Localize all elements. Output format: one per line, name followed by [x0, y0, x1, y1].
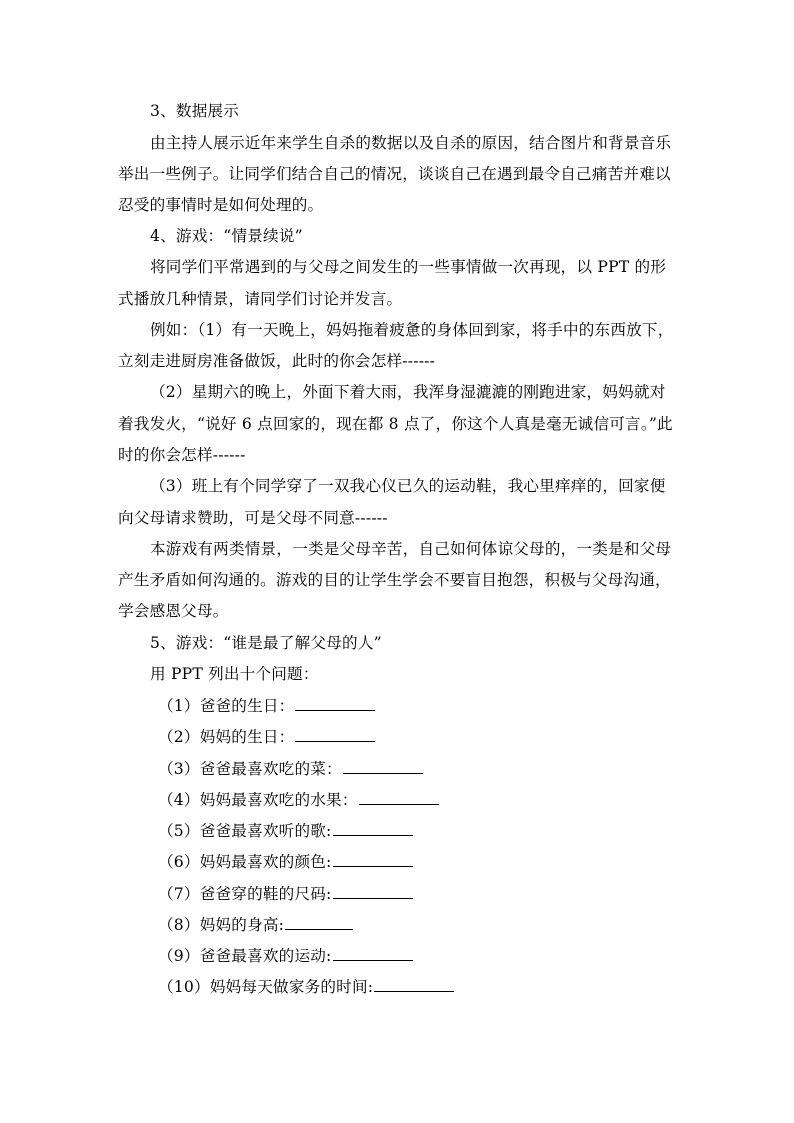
section-5-intro: 用 PPT 列出十个问题：: [150, 665, 319, 683]
question-label: （4）妈妈最喜欢吃的水果：: [158, 791, 358, 809]
section-3-heading: 3、数据展示: [150, 102, 240, 120]
question-8: [158, 914, 353, 935]
example-2-line-2: 着我发火，“说好 6 点回家的，现在都 8 点了，你这个人真是毫无诚信可言。”此: [118, 415, 673, 433]
question-label: （1）爸爸的生日：: [158, 697, 295, 715]
question-label: （10）妈妈每天做家务的时间:: [158, 978, 374, 996]
summary-line-2: 产生矛盾如何沟通的。游戏的目的让学生学会不要盲目抱怨，积极与父母沟通，: [118, 571, 671, 589]
example-2-line-3: 时的你会怎样------: [118, 446, 246, 464]
answer-blank: [333, 883, 413, 899]
question-5: [158, 820, 413, 841]
question-label: （6）妈妈最喜欢的颜色:: [158, 853, 332, 871]
question-3: [158, 758, 423, 779]
answer-blank: [295, 726, 375, 742]
section-4-heading: 4、游戏：“情景续说”: [150, 227, 303, 245]
question-9: [158, 945, 413, 966]
section-3-line-2: 举出一些例子。让同学们结合自己的情况，谈谈自己在遇到最令自己痛苦并难以: [118, 165, 671, 183]
question-label: （5）爸爸最喜欢听的歌:: [158, 822, 332, 840]
question-label: （8）妈妈的身高:: [158, 916, 285, 934]
summary-line-3: 学会感恩父母。: [118, 602, 229, 620]
example-3-line-1: （3）班上有个同学穿了一双我心仪已久的运动鞋，我心里痒痒的，回家便: [150, 477, 666, 495]
question-6: [158, 851, 413, 872]
question-label: （2）妈妈的生日：: [158, 728, 295, 746]
question-label: （7）爸爸穿的鞋的尺码:: [158, 885, 332, 903]
question-10: [158, 976, 454, 997]
summary-line-1: 本游戏有两类情景，一类是父母辛苦，自己如何体谅父母的，一类是和父母: [150, 540, 672, 558]
question-1: [158, 695, 375, 716]
section-5-heading: 5、游戏：“谁是最了解父母的人”: [150, 634, 382, 652]
example-1-line-1: 例如：（1）有一天晚上，妈妈拖着疲惫的身体回到家，将手中的东西放下，: [150, 321, 674, 339]
answer-blank: [333, 851, 413, 867]
answer-blank: [343, 758, 423, 774]
example-2-line-1: （2）星期六的晚上，外面下着大雨，我浑身湿漉漉的刚跑进家，妈妈就对: [150, 383, 666, 401]
example-1-line-2: 立刻走进厨房准备做饭，此时的你会怎样------: [118, 352, 436, 370]
section-3-line-1: 由主持人展示近年来学生自杀的数据以及自杀的原因，结合图片和背景音乐: [150, 134, 672, 152]
question-label: （9）爸爸最喜欢的运动:: [158, 947, 332, 965]
question-7: [158, 883, 413, 904]
section-3-line-3: 忍受的事情时是如何处理的。: [118, 196, 324, 214]
answer-blank: [333, 820, 413, 836]
question-2: [158, 726, 375, 747]
example-3-line-2: 向父母请求赞助，可是父母不同意------: [118, 509, 388, 527]
question-4: [158, 789, 439, 810]
answer-blank: [374, 976, 454, 992]
section-4-intro-1: 将同学们平常遇到的与父母之间发生的一些事情做一次再现，以 PPT 的形: [150, 258, 667, 276]
answer-blank: [295, 695, 375, 711]
answer-blank: [359, 789, 439, 805]
section-4-intro-2: 式播放几种情景，请同学们讨论并发言。: [118, 290, 403, 308]
answer-blank: [333, 945, 413, 961]
answer-blank: [285, 914, 353, 930]
question-label: （3）爸爸最喜欢吃的菜：: [158, 760, 342, 778]
